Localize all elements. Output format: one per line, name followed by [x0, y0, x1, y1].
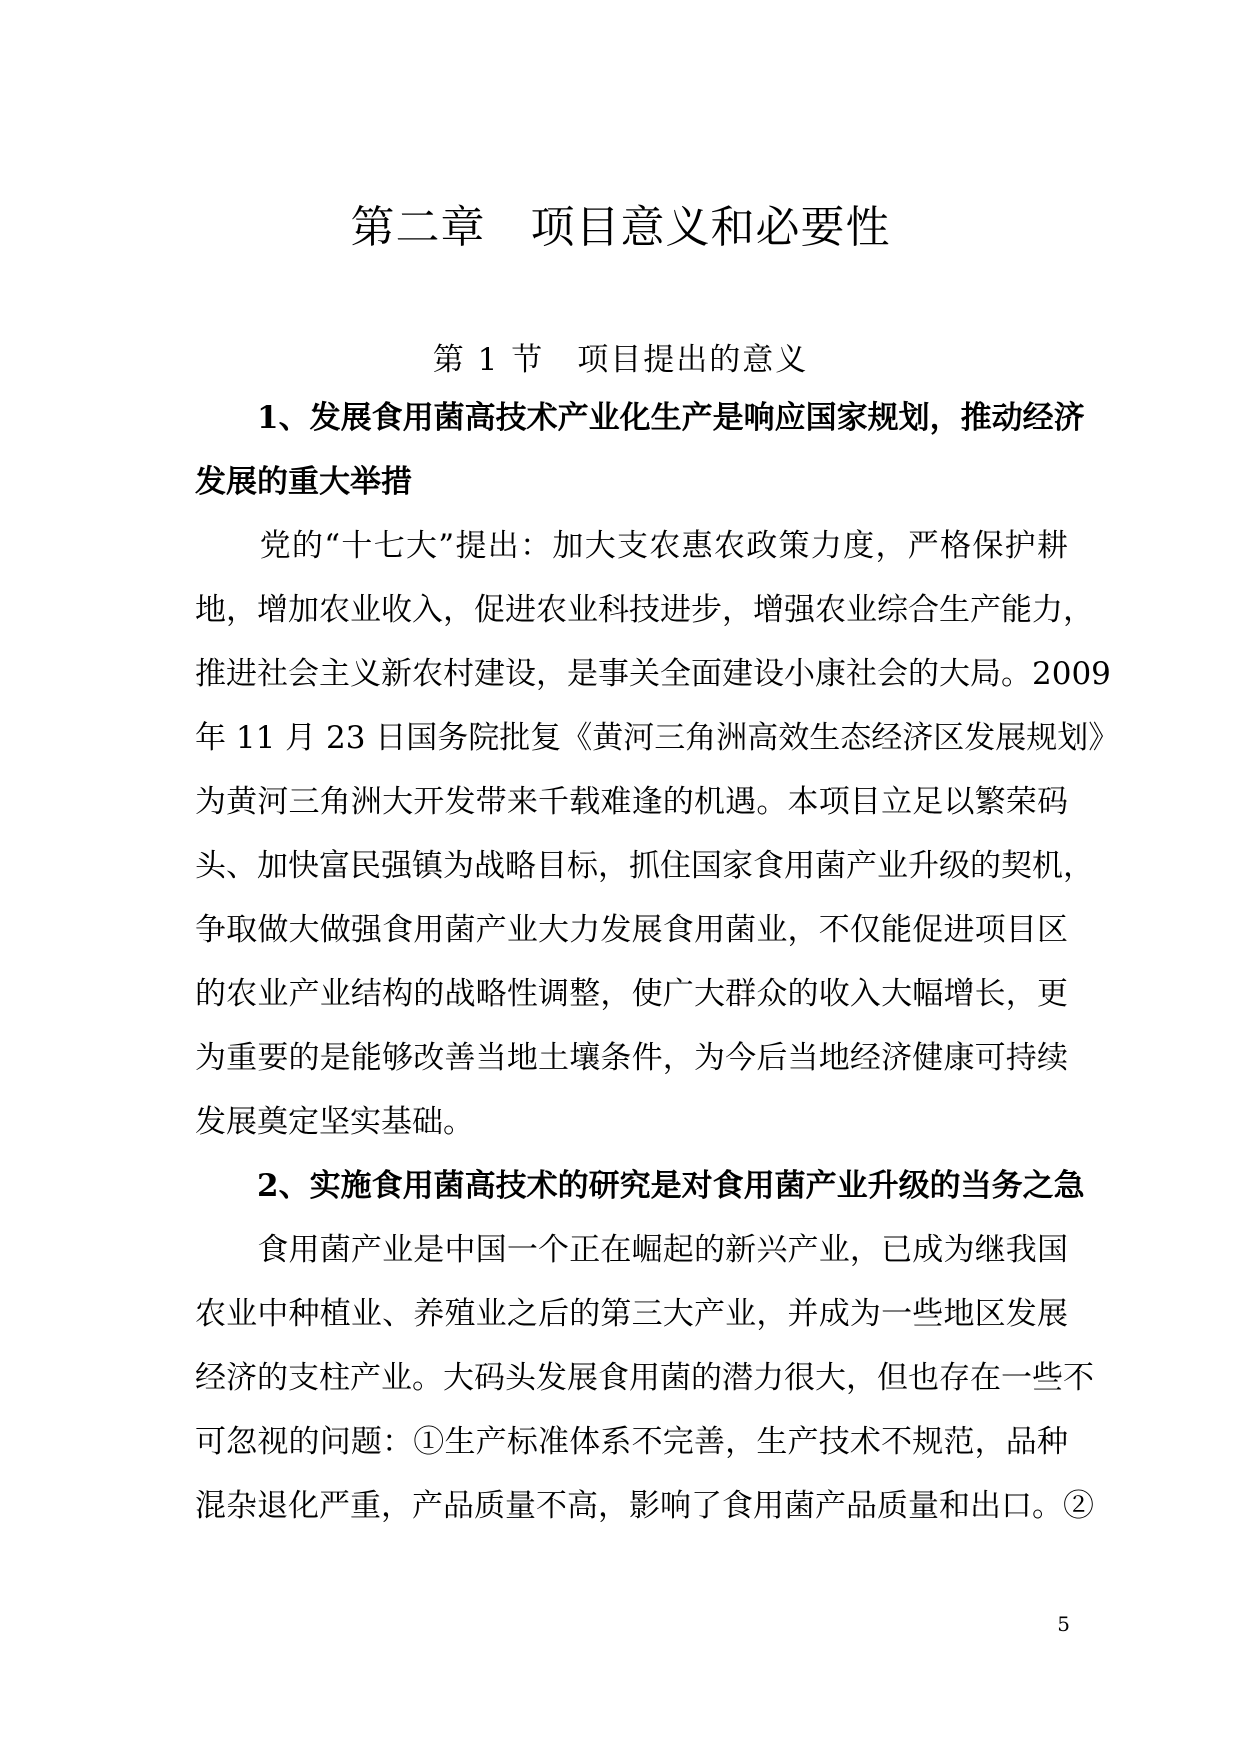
paragraph-1-line: 头、加快富民强镇为战略目标，抓住国家食用菌产业升级的契机， [195, 848, 1094, 884]
paragraph-2-line: 食用菌产业是中国一个正在崛起的新兴产业，已成为继我国 [195, 1232, 1068, 1268]
paragraph-2-line: 可忽视的问题：①生产标准体系不完善，生产技术不规范，品种 [195, 1424, 1068, 1460]
chapter-title: 第二章 项目意义和必要性 [350, 202, 891, 253]
paragraph-1-line: 地，增加农业收入，促进农业科技进步，增强农业综合生产能力， [195, 592, 1094, 628]
heading-1-line: 1、发展食用菌高技术产业化生产是响应国家规划，推动经济 [195, 400, 1085, 436]
paragraph-2-line: 混杂退化严重，产品质量不高，影响了食用菌产品质量和出口。② [195, 1488, 1094, 1524]
paragraph-1-line: 推进社会主义新农村建设，是事关全面建设小康社会的大局。2009 [195, 656, 1111, 692]
section-title: 第 1 节 项目提出的意义 [432, 342, 809, 378]
paragraph-1-line: 发展奠定坚实基础。 [195, 1104, 474, 1140]
paragraph-2-line: 经济的支柱产业。大码头发展食用菌的潜力很大，但也存在一些不 [195, 1360, 1094, 1396]
paragraph-1-line: 党的“十七大”提出：加大支农惠农政策力度，严格保护耕 [195, 528, 1068, 564]
paragraph-1-line: 的农业产业结构的战略性调整，使广大群众的收入大幅增长，更 [195, 976, 1068, 1012]
page-number: 5 [1057, 1612, 1070, 1636]
paragraph-1-line: 年 11 月 23 日国务院批复《黄河三角洲高效生态经济区发展规划》 [195, 720, 1120, 756]
heading-1-line: 发展的重大举措 [195, 464, 412, 500]
paragraph-1-line: 争取做大做强食用菌产业大力发展食用菌业，不仅能促进项目区 [195, 912, 1068, 948]
paragraph-2-line: 农业中种植业、养殖业之后的第三大产业，并成为一些地区发展 [195, 1296, 1068, 1332]
paragraph-1-line: 为重要的是能够改善当地土壤条件，为今后当地经济健康可持续 [195, 1040, 1068, 1076]
paragraph-1-line: 为黄河三角洲大开发带来千载难逢的机遇。本项目立足以繁荣码 [195, 784, 1068, 820]
heading-2-line: 2、实施食用菌高技术的研究是对食用菌产业升级的当务之急 [195, 1168, 1085, 1204]
